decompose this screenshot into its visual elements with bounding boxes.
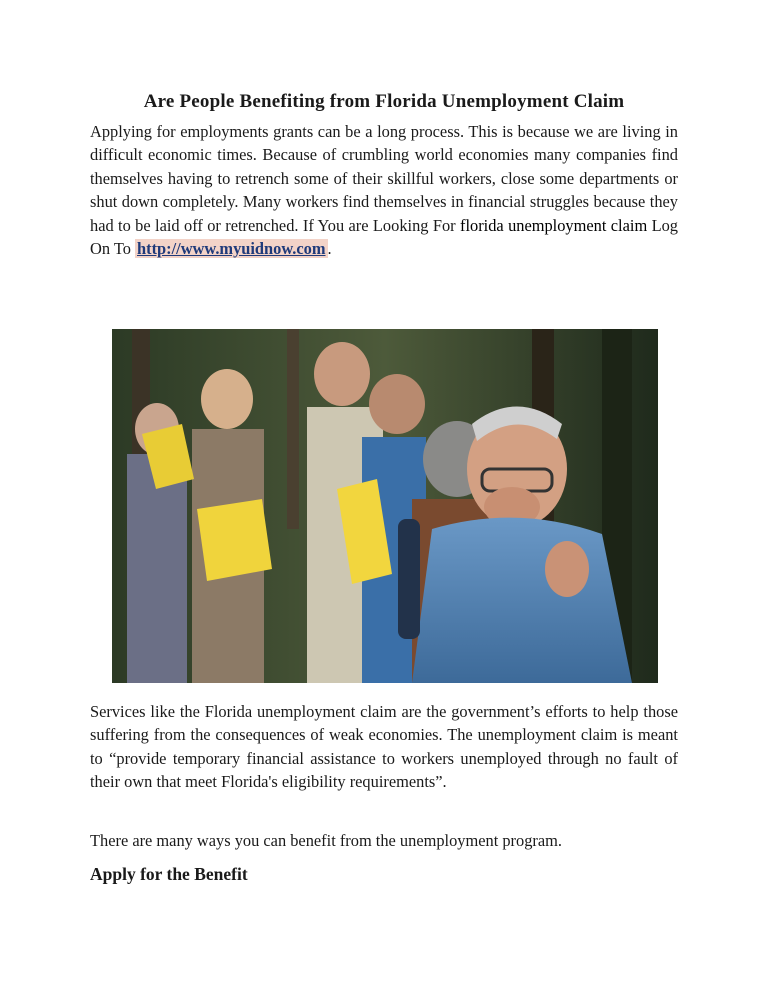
- apply-heading: Apply for the Benefit: [90, 864, 248, 884]
- myuidnow-link[interactable]: http://www.myuidnow.com: [137, 239, 326, 259]
- photo-illustration: [112, 329, 658, 683]
- page-title: Are People Benefiting from Florida Unemployment Claim: [143, 91, 625, 112]
- benefits-paragraph: There are many ways you can benefit from the unemployment program.: [90, 831, 562, 850]
- services-paragraph: Services like the Florida unemployment claim are the government’s efforts to help those suffering from the consequences of weak economies. The unemployment claim is meant to “provide temporary financial assistance to workers unemployed through no fault of their own that meet Florida's eligibility requirements”.: [90, 702, 678, 792]
- document-body: [90, 88, 678, 260]
- logon-text: Log On To: [90, 215, 678, 259]
- intro-period: .: [327, 239, 332, 259]
- anchor-text-florida-claim: florida unemployment claim: [460, 215, 648, 235]
- intro-paragraph: [90, 120, 678, 260]
- unemployment-line-photo: [112, 329, 658, 683]
- intro-text: Applying for employments grants can be a long process. This is because we are living in difficult economic times. Because of crumbling world economies many companies find themselves having to retrench some of their skillful workers, close some departments or shut down completely. Many workers find themselves in financial struggles because they had to be laid off or retrenched. If You are Looking For: [90, 122, 678, 235]
